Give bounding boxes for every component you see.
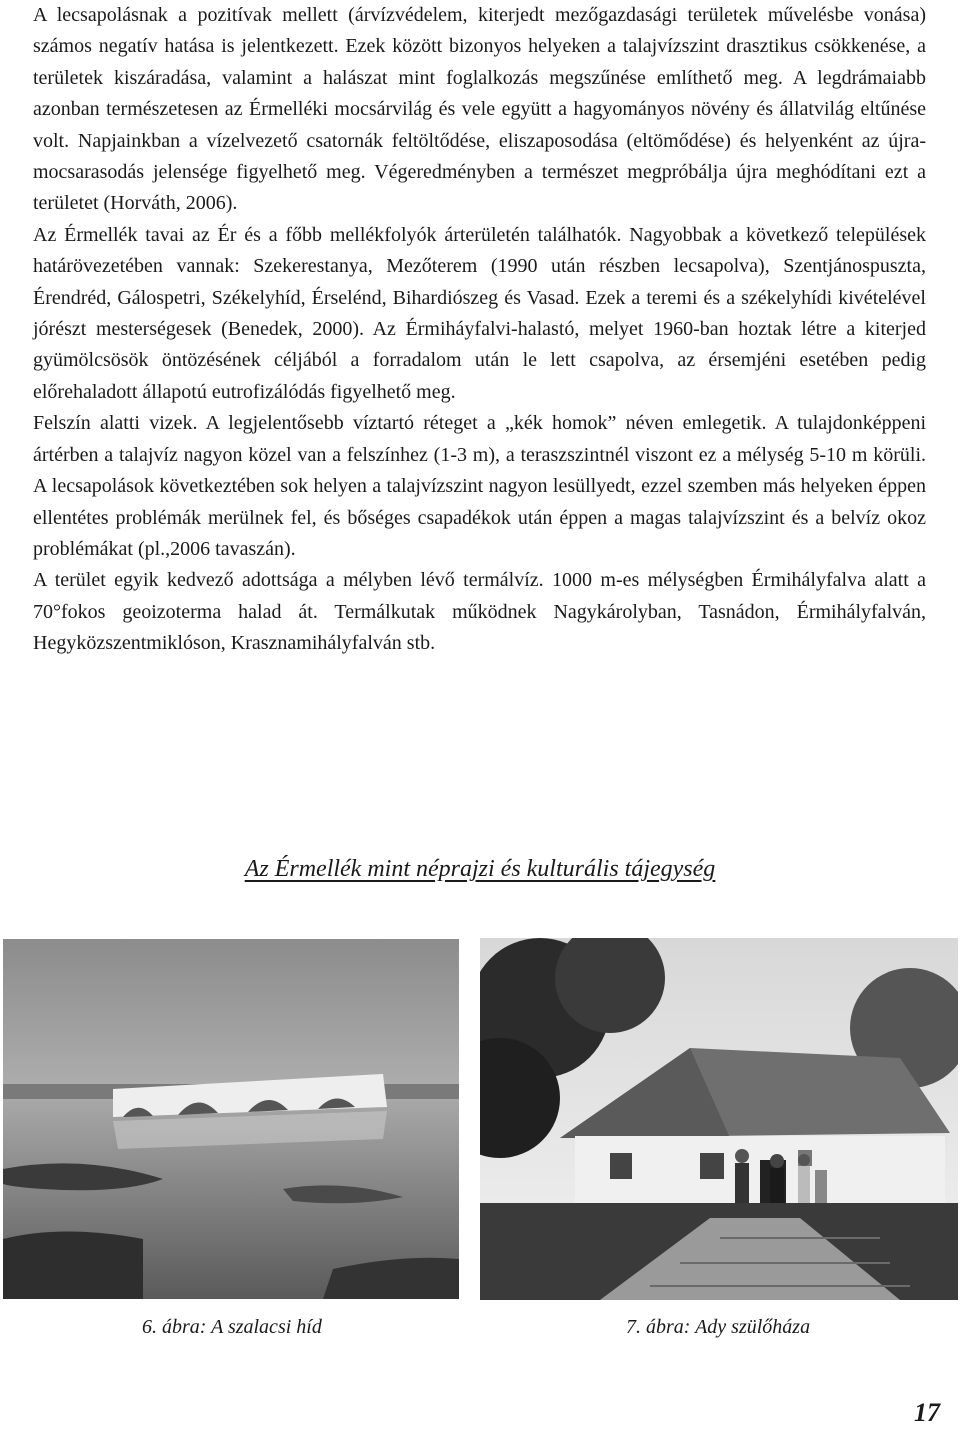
figure-7-caption: 7. ábra: Ady szülőháza: [626, 1316, 811, 1338]
body-text: [33, 0, 926, 660]
section-title: Az Érmellék mint néprajzi és kulturális tájegység: [244, 856, 716, 882]
paragraph-2: Az Érmellék tavai az Ér és a főbb mellékfolyók árterületén találhatók. Nagyobbak a következő települések határövezetében vannak: Szekerestanya, Mezőterem (1990 után részben lecsapolva), Szentjánospuszta, Érendréd, Gálospetri, Székelyhíd, Érselénd, Bihardiószeg és Vasad. Ezek a teremi és a székelyhídi kivételével jórészt mesterségesek (Benedek, 2000). Az Érmiháyfalvi-halastó, melyet 1960-ban hoztak létre a kiterjed gyümölcsösök öntözésének céljából a forradalom után le lett csapolva, az érsemjéni esetében pedig előrehaladott állapotú eutrofizálódás figyelhető meg.: [33, 223, 926, 403]
figure-6-caption: 6. ábra: A szalacsi híd: [142, 1316, 322, 1338]
page-number: 17: [914, 1398, 940, 1427]
house-photo: [480, 938, 958, 1300]
paragraph-3: Felszín alatti vizek. A legjelentősebb víztartó réteget a „kék homok” néven emlegetik. A tulajdonképpeni ártérben a talajvíz nagyon közel van a felszínhez (1-3 m), a teraszszintnél viszont ez a mélység 5-10 m körüli. A lecsapolások következtében sok helyen a talajvízszint nagyon lesüllyedt, ezzel szemben más helyeken éppen ellentétes problémák merülnek fel, és bőséges csapadékok után éppen a magas talajvízszint és a belvíz okoz problémákat (pl.,2006 tavaszán).: [33, 412, 926, 560]
bridge-photo: [3, 939, 459, 1299]
paragraph-4: A terület egyik kedvező adottsága a mélyben lévő termálvíz. 1000 m-es mélységben Érmihályfalva alatt a 70°fokos geoizoterma halad át. Termálkutak működnek Nagykárolyban, Tasnádon, Érmihályfalván, Hegyközszentmiklóson, Krasznamihályfalván stb.: [33, 569, 926, 655]
paragraph-1: A lecsapolásnak a pozitívak mellett (árvízvédelem, kiterjedt mezőgazdasági területek művelésbe vonása) számos negatív hatása is jelentkezett. Ezek között bizonyos helyeken a talajvízszint drasztikus csökkenése, a területek kiszáradása, valamint a halászat mint foglalkozás megszűnése említhető meg. A legdrámaiabb azonban természetesen az Érmelléki mocsárvilág és vele együtt a hagyományos növény és állatvilág eltűnése volt. Napjainkban a vízelvezető csatornák feltöltődése, eliszaposodása (eltömődése) és helyenként az újra-mocsarasodás jelensége figyelhető meg. Végeredményben a természet megpróbálja újra meghódítani ezt a területet (Horváth, 2006).: [33, 4, 926, 215]
